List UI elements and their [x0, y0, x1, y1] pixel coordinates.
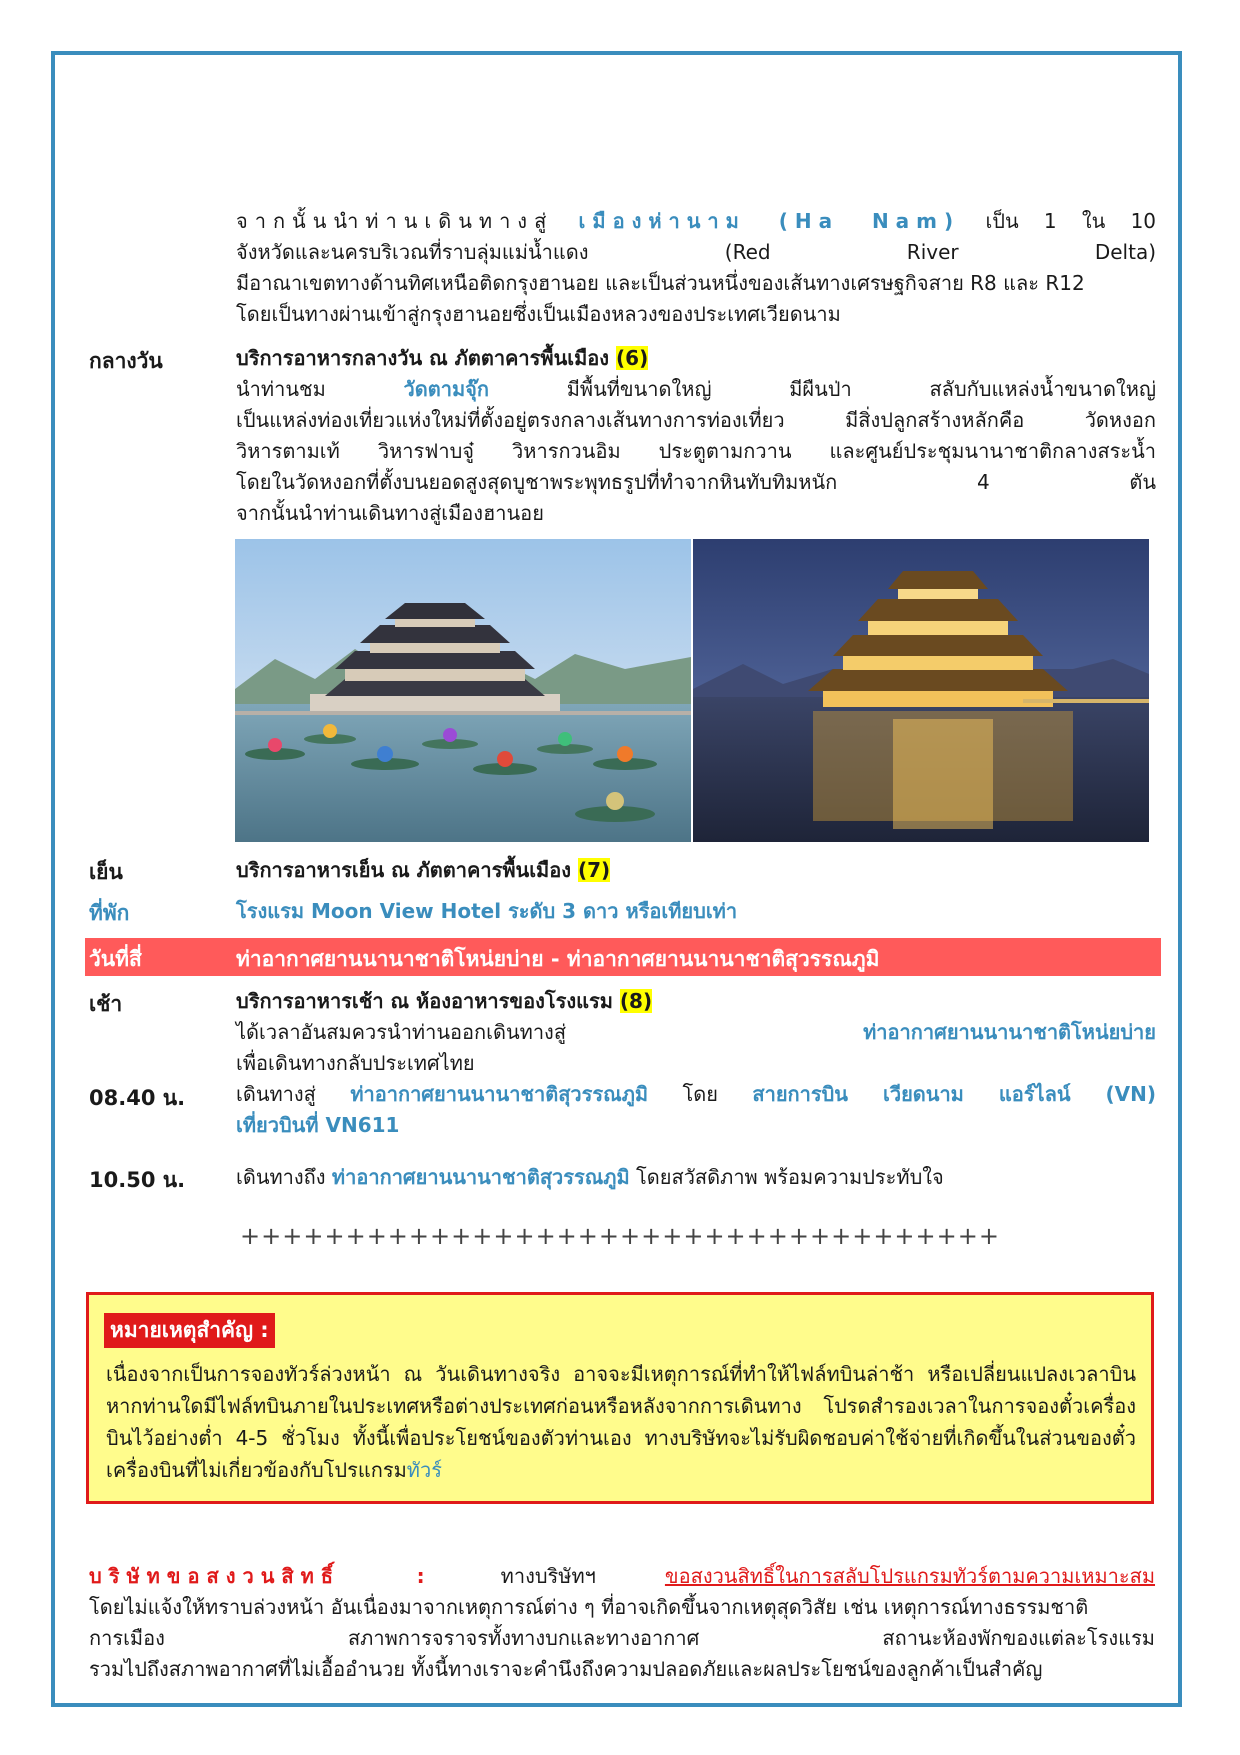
reserve-heading: บริษัทขอสงวนสิทธิ์ : — [89, 1564, 432, 1588]
noi-bai-airport: ท่าอากาศยานนานาชาติโหน่ยบ่าย — [863, 1020, 1156, 1044]
time-0840: 08.40 น. — [89, 1086, 186, 1110]
dinner-label: เย็น — [89, 860, 123, 884]
reserve-line-4: รวมไปถึงสภาพอากาศที่ไม่เอื้ออำนวย ทั้งนี้ทางเราจะคำนึงถึงความปลอดภัยและผลประโยชน์ของลูกค้าเป็นสำคัญ — [89, 1657, 1043, 1681]
intro-line-3: มีอาณาเขตทางด้านทิศเหนือติดกรุงฮานอย และเป็นส่วนหนึ่งของเส้นทางเศรษฐกิจสาย R8 และ R12 — [236, 271, 1085, 295]
day-four-title: ท่าอากาศยานนานาชาติโหน่ยบ่าย - ท่าอากาศยานนานาชาติสุวรรณภูมิ — [236, 947, 880, 971]
important-note-box — [86, 1292, 1154, 1504]
ha-nam-link: เมืองห่านาม (Ha Nam) — [578, 209, 961, 233]
note-title: หมายเหตุสำคัญ : — [104, 1313, 275, 1348]
breakfast-block — [236, 986, 1156, 1079]
intro-line-4: โดยเป็นทางผ่านเข้าสู่กรุงฮานอยซึ่งเป็นเมืองหลวงของประเทศเวียดนาม — [236, 302, 841, 326]
breakfast-meal: บริการอาหารเช้า ณ ห้องอาหารของโรงแรม (8) — [236, 989, 653, 1013]
separator: ++++++++++++++++++++++++++++++++++++ — [240, 1222, 1000, 1250]
reserve-line-2: โดยไม่แจ้งให้ทราบล่วงหน้า อันเนื่องมาจากเหตุการณ์ต่าง ๆ ที่อาจเกิดขึ้นจากเหตุสุดวิสัย เช่น เหตุการณ์ทางธรรมชาติ — [89, 1595, 1089, 1619]
lunch-meal: บริการอาหารกลางวัน ณ ภัตตาคารพื้นเมือง (6) — [236, 346, 649, 370]
arrival-line: เดินทางถึง ท่าอากาศยานนานาชาติสุวรรณภูมิ โดยสวัสดิภาพ พร้อมความประทับใจ — [236, 1165, 944, 1189]
breakfast-line-2: เพื่อเดินทางกลับประเทศไทย — [236, 1051, 475, 1075]
flight-number: เที่ยวบินที่ VN611 — [236, 1113, 400, 1137]
photo-temple-night — [693, 539, 1149, 842]
breakfast-line-1: ได้เวลาอันสมควรนำท่านออกเดินทางสู่ ท่าอากาศยานนานาชาติโหน่ยบ่าย — [236, 1020, 1156, 1044]
lunch-block — [236, 343, 1156, 529]
departure-block — [236, 1079, 1156, 1141]
intro-paragraph — [236, 206, 1156, 330]
reserve-line-3: การเมือง สภาพการจราจรทั้งทางบกและทางอากาศ สถานะห้องพักของแต่ละโรงแรม — [89, 1626, 1155, 1650]
lunch-line-2: เป็นแหล่งท่องเที่ยวแห่งใหม่ที่ตั้งอยู่ตรงกลางเส้นทางการท่องเที่ยว มีสิ่งปลูกสร้างหลักคือ วัดหงอก — [236, 408, 1156, 432]
intro-line-2: จังหวัดและนครบริเวณที่ราบลุ่มแม่น้ำแดง (Red River Delta) — [236, 240, 1156, 264]
intro-line-1: จากนั้นนำท่านเดินทางสู่ เมืองห่านาม (Ha Nam) เป็น 1 ใน 10 — [236, 209, 1157, 233]
reserve-link: ขอสงวนสิทธิ์ในการสลับโปรแกรมทัวร์ตามความเหมาะสม — [664, 1564, 1156, 1588]
reserve-line-1: บริษัทขอสงวนสิทธิ์ : ทางบริษัทฯ ขอสงวนสิทธิ์ในการสลับโปรแกรมทัวร์ตามความเหมาะสม — [89, 1564, 1156, 1588]
lunch-line-3: วิหารตามเท้ วิหารฟาบจู๋ วิหารกวนอิม ประตูตามกวาน และศูนย์ประชุมนานาชาติกลางสระน้ำ — [236, 439, 1156, 463]
reserve-rights — [89, 1561, 1155, 1685]
hotel-text: โรงแรม Moon View Hotel ระดับ 3 ดาว หรือเทียบเท่า — [236, 899, 738, 923]
airline-name: สายการบิน เวียดนาม แอร์ไลน์ (VN) — [752, 1082, 1157, 1106]
photo-temple-day — [235, 539, 691, 842]
suvarnabhumi-airport: ท่าอากาศยานนานาชาติสุวรรณภูมิ — [350, 1082, 649, 1106]
breakfast-label: เช้า — [89, 992, 123, 1016]
meal-number-7: (7) — [578, 858, 611, 882]
meal-number-8: (8) — [619, 989, 653, 1013]
lunch-line-1: นำท่านชม วัดตามจุ๊ก มีพื้นที่ขนาดใหญ่ มีผืนป่า สลับกับแหล่งน้ำขนาดใหญ่ — [236, 377, 1156, 401]
hotel-label: ที่พัก — [89, 901, 130, 925]
departure-line-1: เดินทางสู่ ท่าอากาศยานนานาชาติสุวรรณภูมิ โดย สายการบิน เวียดนาม แอร์ไลน์ (VN) — [236, 1082, 1157, 1106]
dinner-meal: บริการอาหารเย็น ณ ภัตตาคารพื้นเมือง (7) — [236, 858, 611, 882]
time-1050: 10.50 น. — [89, 1168, 186, 1192]
note-body: เนื่องจากเป็นการจองทัวร์ล่วงหน้า ณ วันเดินทางจริง อาจจะมีเหตุการณ์ที่ทำให้ไฟล์ทบินล่าช้า หรือเปลี่ยนแปลงเวลาบิน หากท่านใดมีไฟล์ทบินภายในประเทศหรือต่างประเทศก่อนหรือหลังจากการเดินทาง โปรดสำรองเวลาในการจองตั๋วเครื่องบินไว้อย่างต่ำ 4-5 ชั่วโมง ทั้งนี้เพื่อประโยชน์ของตัวท่านเอง ทางบริษัทจะไม่รับผิดชอบค่าใช้จ่ายที่เกิดขึ้นในส่วนของตั๋วเครื่องบินที่ไม่เกี่ยวข้องกับโปรแกรมทัวร์ — [106, 1362, 1136, 1482]
lunch-line-4: โดยในวัดหงอกที่ตั้งบนยอดสูงสุดบูชาพระพุทธรูปที่ทำจากหินทับทิมหนัก 4 ตัน — [236, 470, 1156, 494]
day-four-label: วันที่สี่ — [89, 947, 142, 971]
note-tour-word: ทัวร์ — [406, 1458, 442, 1482]
lunch-label: กลางวัน — [89, 349, 163, 373]
tam-chuc-pagoda: วัดตามจุ๊ก — [403, 377, 489, 401]
lunch-line-5: จากนั้นนำท่านเดินทางสู่เมืองฮานอย — [236, 501, 544, 525]
arrival-airport: ท่าอากาศยานนานาชาติสุวรรณภูมิ — [331, 1165, 630, 1189]
day-four-bar — [85, 938, 1161, 976]
meal-number-6: (6) — [616, 346, 649, 370]
